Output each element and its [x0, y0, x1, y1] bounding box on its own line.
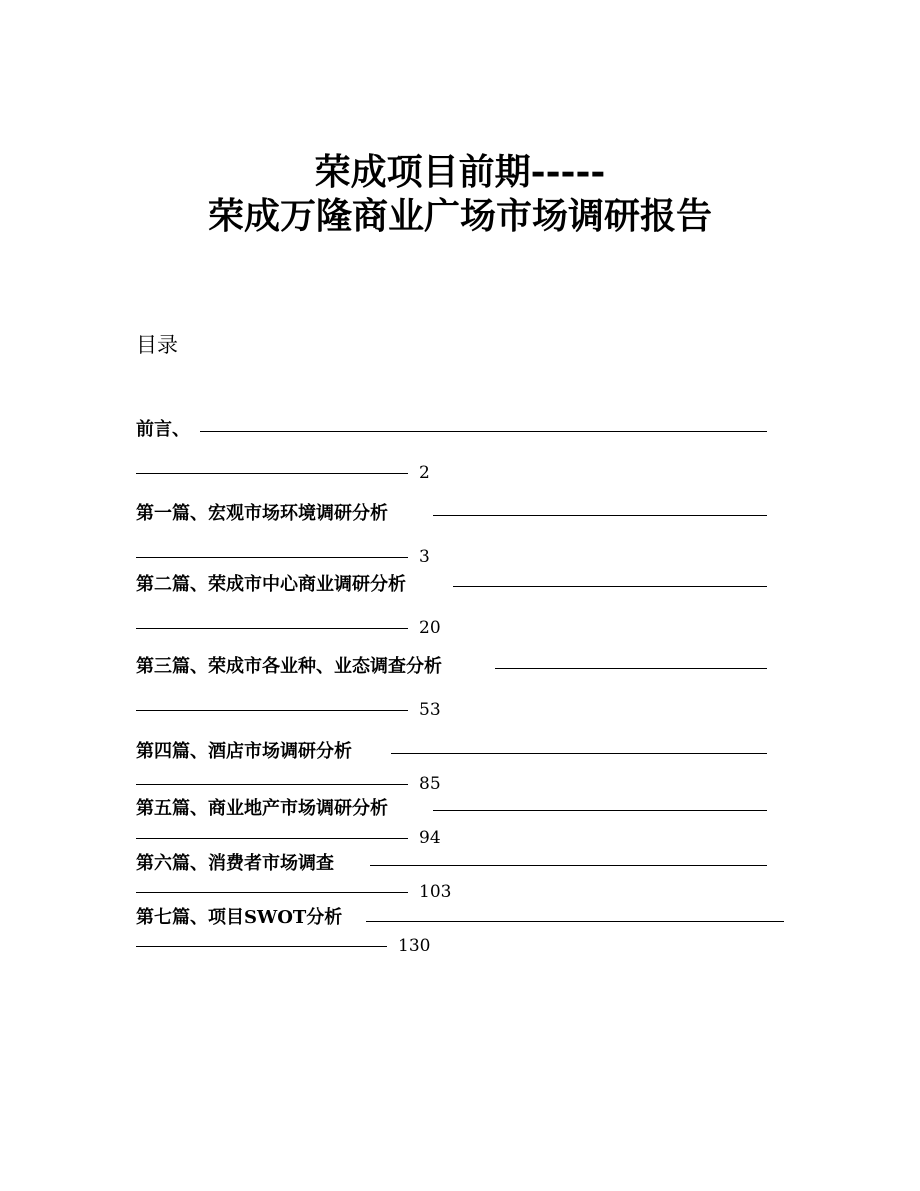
toc-leader-line	[136, 892, 408, 893]
toc-leader-line	[136, 557, 408, 558]
toc-leader-line	[366, 921, 784, 922]
toc-entry-page: 130	[398, 936, 431, 956]
toc-leader-line	[136, 946, 387, 947]
toc-leader-line	[136, 710, 408, 711]
toc-leader-line	[495, 668, 767, 669]
toc-entry-title: 第四篇、酒店市场调研分析	[136, 741, 352, 762]
toc-leader-line	[136, 473, 408, 474]
toc-entry-page: 20	[419, 618, 441, 638]
toc-entry-page: 3	[419, 547, 430, 567]
toc-entry-page: 53	[419, 700, 441, 720]
document-title-line1: 荣成项目前期-----	[314, 151, 606, 193]
toc-entry-page: 94	[419, 828, 441, 848]
toc-entry-title: 第三篇、荣成市各业种、业态调查分析	[136, 656, 442, 677]
toc-leader-line	[433, 810, 767, 811]
toc-entry-title: 第五篇、商业地产市场调研分析	[136, 798, 388, 819]
toc-entry-title: 前言、	[136, 419, 190, 440]
toc-entry-page: 2	[419, 463, 430, 483]
toc-leader-line	[136, 628, 408, 629]
toc-leader-line	[453, 586, 767, 587]
toc-leader-line	[200, 431, 767, 432]
toc-entry-title: 第一篇、宏观市场环境调研分析	[136, 503, 388, 524]
toc-leader-line	[433, 515, 767, 516]
toc-entry-page: 103	[419, 882, 452, 902]
toc-leader-line	[136, 838, 408, 839]
toc-leader-line	[370, 865, 767, 866]
toc-entry-title: 第二篇、荣成市中心商业调研分析	[136, 574, 406, 595]
toc-heading: 目录	[136, 333, 178, 357]
toc-entry-title: 第六篇、消费者市场调查	[136, 853, 334, 874]
toc-entry-page: 85	[419, 774, 441, 794]
document-title-line2: 荣成万隆商业广场市场调研报告	[207, 195, 712, 237]
toc-leader-line	[136, 784, 408, 785]
toc-entry-title: 第七篇、项目SWOT分析	[136, 907, 343, 928]
toc-leader-line	[391, 753, 767, 754]
